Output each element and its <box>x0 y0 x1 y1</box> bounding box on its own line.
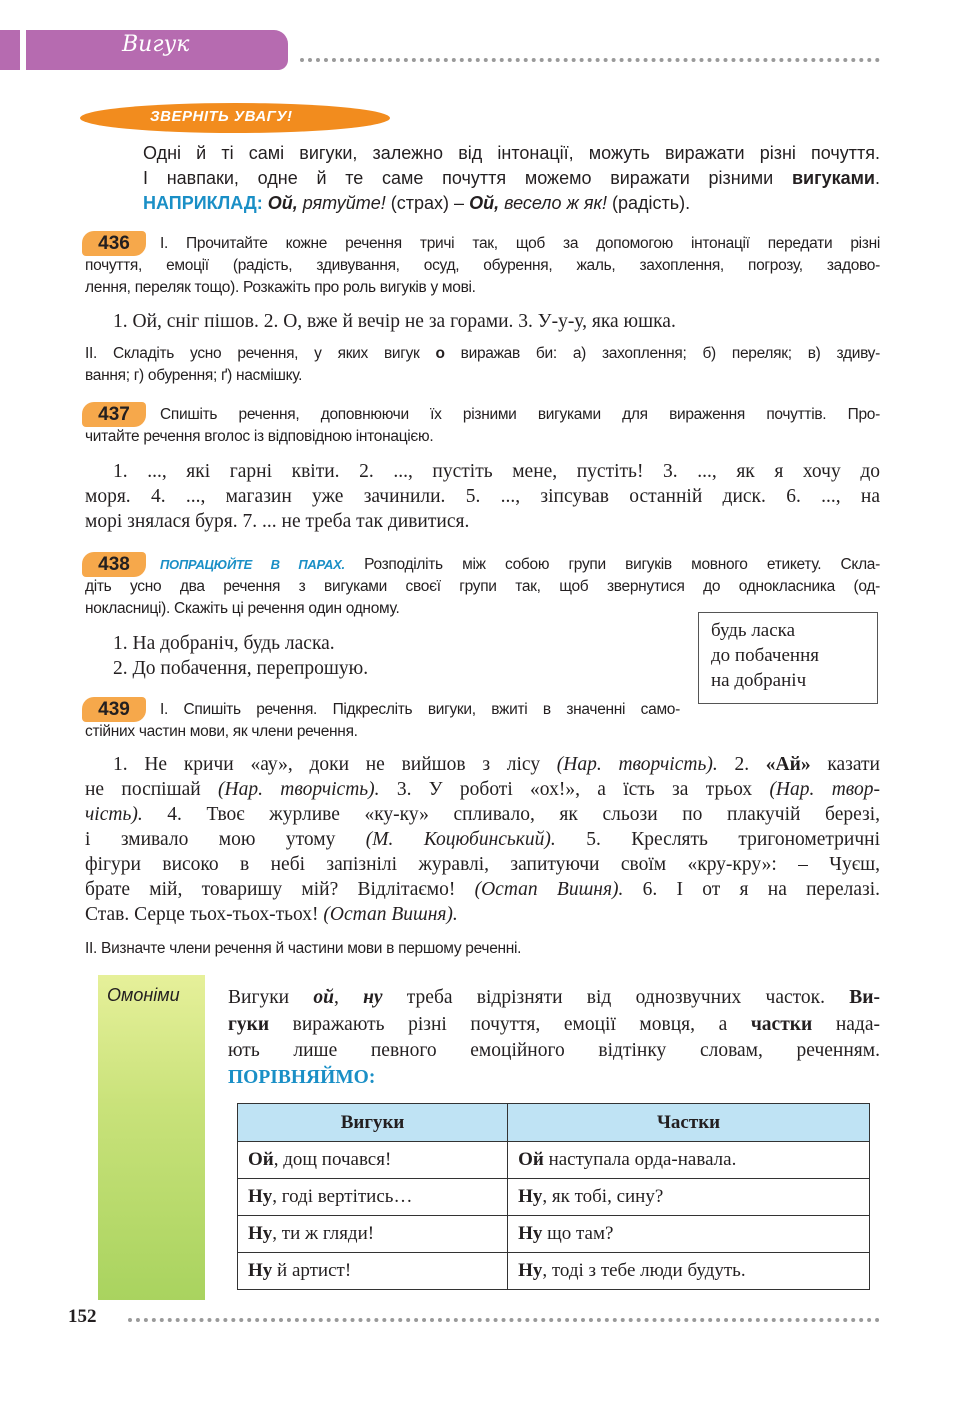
table-row <box>238 1216 870 1253</box>
text-run: треба відрізняти від однозвучних часток. <box>382 987 850 1008</box>
text-run: Розподіліть між собою групи вигуків мовного етикету. Скла- <box>344 556 880 573</box>
exercise-number-438: 438 <box>82 552 146 577</box>
text-run: І. Спишіть речення. Підкресліть вигуки, вжиті в значенні само- <box>160 701 680 718</box>
text-line <box>85 255 880 277</box>
emphasis-text: (Остап Вишня). <box>323 904 458 925</box>
text-run: , годі вертітись… <box>272 1186 413 1207</box>
table-cell <box>238 1216 508 1253</box>
text-line <box>85 277 880 299</box>
text-line <box>85 877 880 902</box>
emphasis-text: ПОПРАЦЮЙТЕ В ПАРАХ. <box>160 557 345 572</box>
text-line <box>143 141 880 166</box>
homonyms-text <box>228 985 880 1091</box>
exercise-438-sentences <box>113 631 513 681</box>
homonyms-side-panel <box>98 975 205 1300</box>
emphasis-text: Ну <box>248 1186 273 1207</box>
text-line <box>85 699 680 721</box>
chapter-tab <box>0 30 20 70</box>
text-line <box>113 656 513 681</box>
text-run: діть усно два речення з вигуками своєї групи так, щоб звернутися до однокласника (од- <box>85 578 880 595</box>
text-line <box>228 985 880 1012</box>
page-number: 152 <box>68 1306 97 1327</box>
text-run: 4. Твоє журливе «ку-ку» спливало, як сльози по плакучій березі, <box>142 804 880 825</box>
emphasis-text: Ну <box>248 1260 273 1281</box>
text-line <box>143 166 880 191</box>
text-run: морі знялася буря. 7. ... не треба так дивитися. <box>85 511 470 532</box>
text-run: (страх) – <box>385 193 470 213</box>
column-header: Вигуки <box>238 1104 508 1142</box>
attention-text <box>143 141 880 216</box>
table-row <box>238 1179 870 1216</box>
text-run: Вигуки <box>228 987 314 1008</box>
exercise-439-task2 <box>85 938 880 960</box>
emphasis-text: Ви- <box>849 987 881 1008</box>
text-line <box>85 404 880 426</box>
table-row <box>238 1253 870 1290</box>
text-run: І навпаки, одне й те саме почуття можемо виражати різними <box>143 168 792 188</box>
text-run: 1. Не кричи «ау», доки не вийшов з лісу <box>113 754 557 775</box>
text-run: не поспішай <box>85 779 219 800</box>
text-line <box>85 938 880 960</box>
text-run: Спишіть речення, доповнюючи їх різними вигуками для вираження почуттів. Про- <box>160 406 880 423</box>
text-run: (радість). <box>606 193 691 213</box>
text-run: , ти ж гляди! <box>272 1223 375 1244</box>
table-cell <box>238 1142 508 1179</box>
text-run: й артист! <box>272 1260 352 1281</box>
text-run: ІІ. Визначте члени речення й частини мови в першому реченні. <box>85 940 522 957</box>
text-line <box>85 233 880 255</box>
emphasis-text: (Нар. творчість). <box>556 754 718 775</box>
text-run: І. Прочитайте кожне речення тричі так, щоб за допомогою інтонації передати різні <box>160 235 880 252</box>
text-run: моря. 4. ..., магазин уже зачинили. 5. ..., зіпсував останній диск. 6. ..., на <box>85 486 880 507</box>
word-box-item: на добраніч <box>711 670 807 691</box>
exercise-number-437: 437 <box>82 402 146 427</box>
attention-banner-text: ЗВЕРНІТЬ УВАГУ! <box>150 108 293 125</box>
text-line <box>85 459 880 484</box>
text-run: казати <box>810 754 880 775</box>
text-line <box>228 1038 880 1065</box>
text-line <box>85 509 880 534</box>
emphasis-text: вигуками <box>791 168 875 188</box>
text-run: виражав би: а) захоплення; б) переляк; в) здиву- <box>444 345 880 362</box>
comparison-table <box>237 1103 870 1290</box>
chapter-title: Вигук <box>122 32 190 57</box>
emphasis-text: НАПРИКЛАД: <box>143 193 268 213</box>
text-run: що там? <box>542 1223 614 1244</box>
emphasis-text: Ну <box>518 1223 543 1244</box>
exercise-436-task2 <box>85 343 880 387</box>
text-run: ють лише певного емоційного відтінку словам, реченням. <box>228 1040 880 1061</box>
text-run: нада- <box>812 1013 880 1035</box>
emphasis-text: Ой, <box>469 193 505 213</box>
table-cell <box>508 1253 870 1290</box>
text-run: 1. ..., які гарні квіти. 2. ..., пустіть мене, пустіть! 3. ..., як я хочу до <box>113 461 880 482</box>
text-line <box>228 1012 880 1039</box>
text-run: брате мій, товаришу мій? Відлітаємо! <box>85 879 475 900</box>
word-box-item: до побачення <box>711 645 819 666</box>
text-run: 2. До побачення, перепрошую. <box>113 658 369 679</box>
text-run: 5. Креслять тригонометричні <box>555 829 880 850</box>
exercise-436-sentences <box>113 309 855 334</box>
text-run: . <box>874 168 880 188</box>
exercise-number-439: 439 <box>82 697 146 722</box>
exercise-437-task <box>85 404 880 448</box>
text-run: ІІ. Складіть усно речення, у яких вигук <box>85 345 436 362</box>
exercise-439-task <box>85 699 680 743</box>
text-run: і змивало мою утому <box>85 829 366 850</box>
emphasis-text: (М. Коцюбинський). <box>365 829 556 850</box>
text-run: , тоді з тебе люди будуть. <box>542 1260 746 1281</box>
exercise-437-sentences <box>85 459 880 534</box>
text-line <box>85 426 880 448</box>
text-line <box>113 309 855 334</box>
text-line <box>85 484 880 509</box>
exercise-439-sentences <box>85 752 880 927</box>
text-run: 1. Ой, сніг пішов. 2. О, вже й вечір не за горами. 3. У-у-у, яка юшка. <box>113 311 676 332</box>
column-header: Частки <box>508 1104 870 1142</box>
text-line <box>85 802 880 827</box>
text-run: Одні й ті самі вигуки, залежно від інтонації, можуть виражати різні почуття. <box>143 143 880 163</box>
text-run: лення, переляк тощо). Розкажіть про роль вигуків у мові. <box>85 279 476 296</box>
emphasis-text: Ну <box>248 1223 273 1244</box>
word-box-item: будь ласка <box>711 620 796 641</box>
emphasis-text: «Ай» <box>765 754 811 775</box>
table-cell <box>238 1253 508 1290</box>
emphasis-text: весело ж як! <box>504 193 607 213</box>
text-run: виражають різні почуття, емоції мовця, а <box>269 1013 751 1035</box>
text-line <box>85 365 880 387</box>
emphasis-text: ой <box>313 987 334 1008</box>
emphasis-text: чість). <box>85 804 143 825</box>
text-run: Став. Серце тьох-тьох-тьох! <box>85 904 324 925</box>
emphasis-text: ну <box>363 987 383 1008</box>
text-line <box>85 902 880 927</box>
table-cell <box>508 1216 870 1253</box>
emphasis-text: (Нар. творчість). <box>218 779 380 800</box>
text-line <box>85 827 880 852</box>
table-cell <box>238 1179 508 1216</box>
emphasis-text: ПОРІВНЯЙМО: <box>228 1066 376 1088</box>
emphasis-text: о <box>435 345 445 362</box>
table-cell <box>508 1179 870 1216</box>
emphasis-text: (Нар. твор- <box>769 779 880 800</box>
table-cell <box>508 1142 870 1179</box>
word-box <box>698 612 878 704</box>
table-row <box>238 1142 870 1179</box>
text-run: , як тобі, сину? <box>542 1186 664 1207</box>
text-line <box>143 191 880 216</box>
header-dotted-line <box>300 58 880 62</box>
homonyms-label: Омоніми <box>107 985 180 1005</box>
emphasis-text: частки <box>750 1013 813 1035</box>
emphasis-text: Ой <box>518 1149 544 1170</box>
text-run: почуття, емоції (радість, здивування, осуд, обурення, жаль, захоплення, погрозу, задово- <box>85 257 880 274</box>
text-run: читайте речення вголос із відповідною інтонацією. <box>85 428 434 445</box>
emphasis-text: Ой, <box>267 193 303 213</box>
text-line <box>113 631 513 656</box>
text-line <box>85 777 880 802</box>
text-line <box>228 1065 880 1092</box>
text-run: фігури високо в небі запізнілі журавлі, запитуючи своїм «кру-кру»: – Чуєш, <box>85 854 880 875</box>
emphasis-text: Ну <box>518 1186 543 1207</box>
text-line <box>85 554 880 576</box>
text-run: стійних частин мови, як члени речення. <box>85 723 358 740</box>
emphasis-text: рятуйте! <box>302 193 386 213</box>
text-line <box>85 752 880 777</box>
emphasis-text: гуки <box>228 1013 270 1035</box>
emphasis-text: Ой <box>248 1149 274 1170</box>
text-run: 6. І от я на перелазі. <box>623 879 880 900</box>
exercise-438-task <box>85 554 880 620</box>
text-line <box>85 576 880 598</box>
text-line <box>85 852 880 877</box>
text-run: 3. У роботі «ох!», а їсть за трьох <box>379 779 770 800</box>
text-run: нокласниці). Скажіть ці речення один одному. <box>85 600 400 617</box>
emphasis-text: (Остап Вишня). <box>474 879 624 900</box>
text-run: 1. На добраніч, будь ласка. <box>113 633 335 654</box>
text-run: 2. <box>717 754 766 775</box>
footer-dotted-line <box>128 1318 880 1322</box>
text-line <box>85 343 880 365</box>
exercise-number-436: 436 <box>82 231 146 256</box>
exercise-436-task <box>85 233 880 299</box>
text-run: вання; г) обурення; ґ) насмішку. <box>85 367 303 384</box>
text-run: наступала орда-навала. <box>543 1149 737 1170</box>
text-run: , <box>333 987 364 1008</box>
emphasis-text: Ну <box>518 1260 543 1281</box>
text-line <box>85 721 680 743</box>
text-run: , дощ почався! <box>273 1149 392 1170</box>
